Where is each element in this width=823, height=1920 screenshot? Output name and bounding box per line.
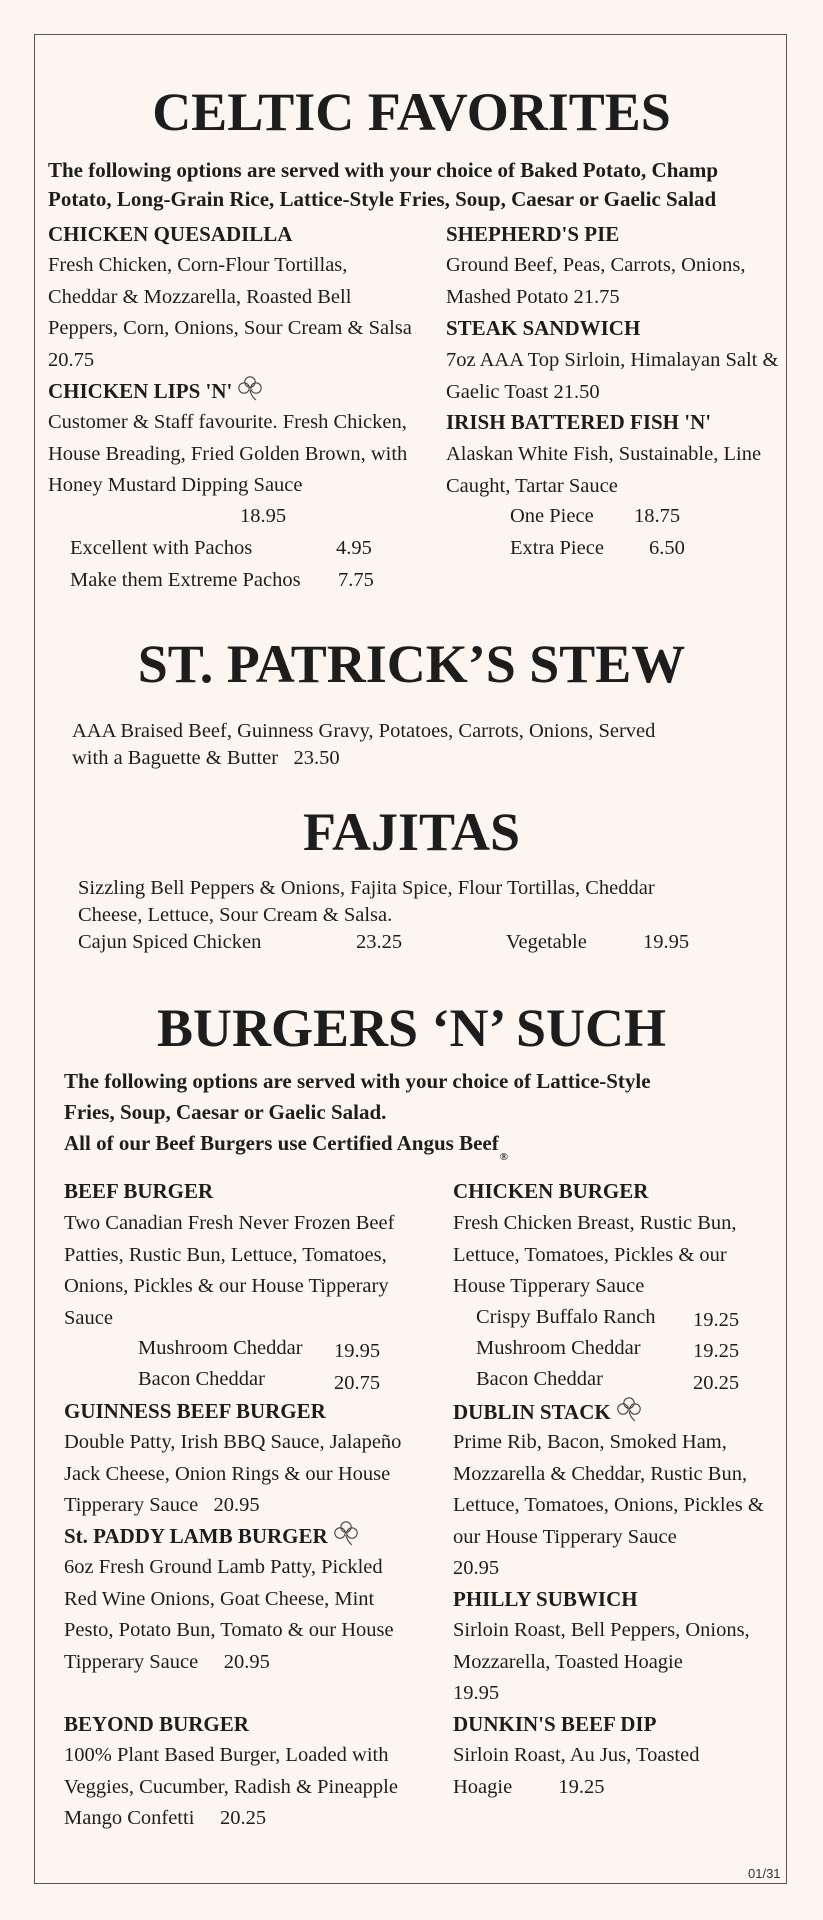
item-desc-dublin-stack: Prime Rib, Bacon, Smoked Ham, Mozzarella & Cheddar, Rustic Bun, Lettuce, Tomatoes, Onions, Pickles & our House Tipperary Sauce 20.95 [453, 1431, 764, 1579]
item-price-chicken-quesadilla: 20.75 [48, 348, 95, 371]
stew-desc-line-1: AAA Braised Beef, Guinness Gravy, Potatoes, Carrots, Onions, Served [72, 720, 656, 742]
registered-mark: ® [499, 1151, 508, 1163]
option-label-chicken-mushroom-cheddar: Mushroom Cheddar [476, 1337, 641, 1359]
page-number: 01/31 [748, 1866, 781, 1881]
stew-desc-line-2: with a Baguette & Butter 23.50 [72, 747, 340, 769]
option-price-beef-mushroom-cheddar: 19.95 [334, 1340, 381, 1362]
item-desc-shepherds-pie: Ground Beef, Peas, Carrots, Onions, Mashed Potato 21.75 [446, 254, 746, 308]
item-name-irish-battered-fish: IRISH BATTERED FISH 'N' [446, 410, 712, 434]
fajitas-desc-line-2: Cheese, Lettuce, Sour Cream & Salsa. [78, 904, 393, 926]
item-price-dunkins-beef-dip: 19.25 [558, 1775, 605, 1798]
burgers-intro-line-2: Fries, Soup, Caesar or Gaelic Salad. [64, 1100, 387, 1124]
item-price-steak-sandwich: 21.50 [553, 380, 600, 403]
fajitas-desc-line-1: Sizzling Bell Peppers & Onions, Fajita Spice, Flour Tortillas, Cheddar [78, 877, 655, 899]
option-label-extra-piece: Extra Piece [510, 537, 604, 559]
option-label-beef-bacon-cheddar: Bacon Cheddar [138, 1368, 265, 1390]
item-name-steak-sandwich: STEAK SANDWICH [446, 316, 641, 340]
section-title-celtic-favorites: CELTIC FAVORITES [152, 82, 671, 142]
option-label-pachos: Excellent with Pachos [70, 537, 253, 559]
item-price-st-paddy-lamb-burger: 20.95 [223, 1650, 270, 1673]
item-name-philly-subwich: PHILLY SUBWICH [453, 1587, 638, 1611]
burgers-intro-line-3: All of our Beef Burgers use Certified Angus Beef$_®$ [64, 1131, 508, 1163]
item-name-dunkins-beef-dip: DUNKIN'S BEEF DIP [453, 1712, 657, 1736]
item-desc-steak-sandwich: 7oz AAA Top Sirloin, Himalayan Salt & Gaelic Toast 21.50 [446, 349, 779, 403]
option-label-one-piece: One Piece [510, 505, 594, 527]
section-title-fajitas: FAJITAS [302, 802, 521, 862]
option-price-chicken-buffalo-ranch: 19.25 [693, 1309, 740, 1331]
item-desc-chicken-quesadilla: Fresh Chicken, Corn-Flour Tortillas, Cheddar & Mozzarella, Roasted Bell Peppers, Corn, Onions, Sour Cream & Salsa 20.75 [48, 254, 412, 371]
shamrock-icon [615, 1396, 643, 1422]
item-name-st-paddy-lamb-burger: St. PADDY LAMB BURGER [64, 1520, 360, 1552]
option-price-pachos: 4.95 [336, 537, 372, 559]
option-price-chicken-mushroom-cheddar: 19.25 [693, 1340, 740, 1362]
item-name-beyond-burger: BEYOND BURGER [64, 1712, 249, 1736]
item-name-beef-burger: BEEF BURGER [64, 1179, 214, 1203]
item-name-dublin-stack: DUBLIN STACK [453, 1396, 643, 1428]
item-desc-dunkins-beef-dip: Sirloin Roast, Au Jus, Toasted Hoagie 19.25 [453, 1744, 700, 1798]
item-desc-beef-burger: Two Canadian Fresh Never Frozen Beef Patties, Rustic Bun, Lettuce, Tomatoes, Onions, Pickles & our House Tipperary Sauce [64, 1212, 395, 1329]
fajitas-price-vegetable: 19.95 [643, 931, 690, 953]
celtic-intro-line-1: The following options are served with your choice of Baked Potato, Champ [48, 158, 719, 182]
shamrock-icon [332, 1520, 360, 1546]
section-title-st-patricks-stew: ST. PATRICK’S STEW [137, 634, 686, 694]
option-label-chicken-bacon-cheddar: Bacon Cheddar [476, 1368, 603, 1390]
item-desc-chicken-burger: Fresh Chicken Breast, Rustic Bun, Lettuce, Tomatoes, Pickles & our House Tipperary Sauce [453, 1212, 737, 1297]
item-name-chicken-burger: CHICKEN BURGER [453, 1179, 649, 1203]
item-name-guinness-beef-burger: GUINNESS BEEF BURGER [64, 1399, 326, 1423]
item-desc-guinness-beef-burger: Double Patty, Irish BBQ Sauce, Jalapeño Jack Cheese, Onion Rings & our House Tipperary Sauce 20.95 [64, 1431, 402, 1516]
celtic-intro-line-2: Potato, Long-Grain Rice, Lattice-Style Fries, Soup, Caesar or Gaelic Salad [48, 187, 717, 211]
item-price-beyond-burger: 20.25 [220, 1807, 267, 1829]
option-price-beef-bacon-cheddar: 20.75 [334, 1372, 381, 1394]
fajitas-price-cajun-chicken: 23.25 [356, 931, 403, 953]
section-title-burgers-n-such: BURGERS ‘N’ SUCH [156, 998, 667, 1058]
item-price-philly-subwich: 19.95 [453, 1682, 500, 1704]
option-price-extra-piece: 6.50 [649, 537, 685, 559]
item-desc-philly-subwich: Sirloin Roast, Bell Peppers, Onions, Mozzarella, Toasted Hoagie 19.95 [453, 1619, 750, 1704]
option-label-chicken-buffalo-ranch: Crispy Buffalo Ranch [476, 1306, 656, 1328]
item-price-chicken-lips: 18.95 [240, 505, 287, 527]
shamrock-icon [236, 375, 264, 401]
burgers-intro-line-1: The following options are served with your choice of Lattice-Style [64, 1069, 651, 1093]
item-desc-irish-battered-fish: Alaskan White Fish, Sustainable, Line Caught, Tartar Sauce [446, 443, 762, 497]
item-desc-st-paddy-lamb-burger: 6oz Fresh Ground Lamb Patty, Pickled Red Wine Onions, Goat Cheese, Mint Pesto, Potato Bun, Tomato & our House Tipperary Sauce 20.95 [64, 1556, 394, 1673]
fajitas-option-vegetable: Vegetable [506, 931, 587, 953]
item-name-chicken-quesadilla: CHICKEN QUESADILLA [48, 222, 293, 246]
option-price-extreme-pachos: 7.75 [338, 569, 374, 591]
option-price-one-piece: 18.75 [634, 505, 681, 527]
stew-price: 23.50 [293, 747, 340, 769]
option-label-extreme-pachos: Make them Extreme Pachos [70, 569, 301, 591]
item-price-dublin-stack: 20.95 [453, 1557, 500, 1579]
fajitas-option-cajun-chicken: Cajun Spiced Chicken [78, 931, 262, 953]
item-desc-chicken-lips: Customer & Staff favourite. Fresh Chicken, House Breading, Fried Golden Brown, with Honey Mustard Dipping Sauce [48, 411, 408, 496]
item-desc-beyond-burger: 100% Plant Based Burger, Loaded with Veggies, Cucumber, Radish & Pineapple Mango Confetti 20.25 [64, 1744, 398, 1829]
item-name-chicken-lips: CHICKEN LIPS 'N' [48, 375, 264, 407]
option-price-chicken-bacon-cheddar: 20.25 [693, 1372, 740, 1394]
item-price-shepherds-pie: 21.75 [573, 285, 620, 308]
option-label-beef-mushroom-cheddar: Mushroom Cheddar [138, 1337, 303, 1359]
item-price-guinness-beef-burger: 20.95 [213, 1494, 260, 1516]
item-name-shepherds-pie: SHEPHERD'S PIE [446, 222, 620, 246]
